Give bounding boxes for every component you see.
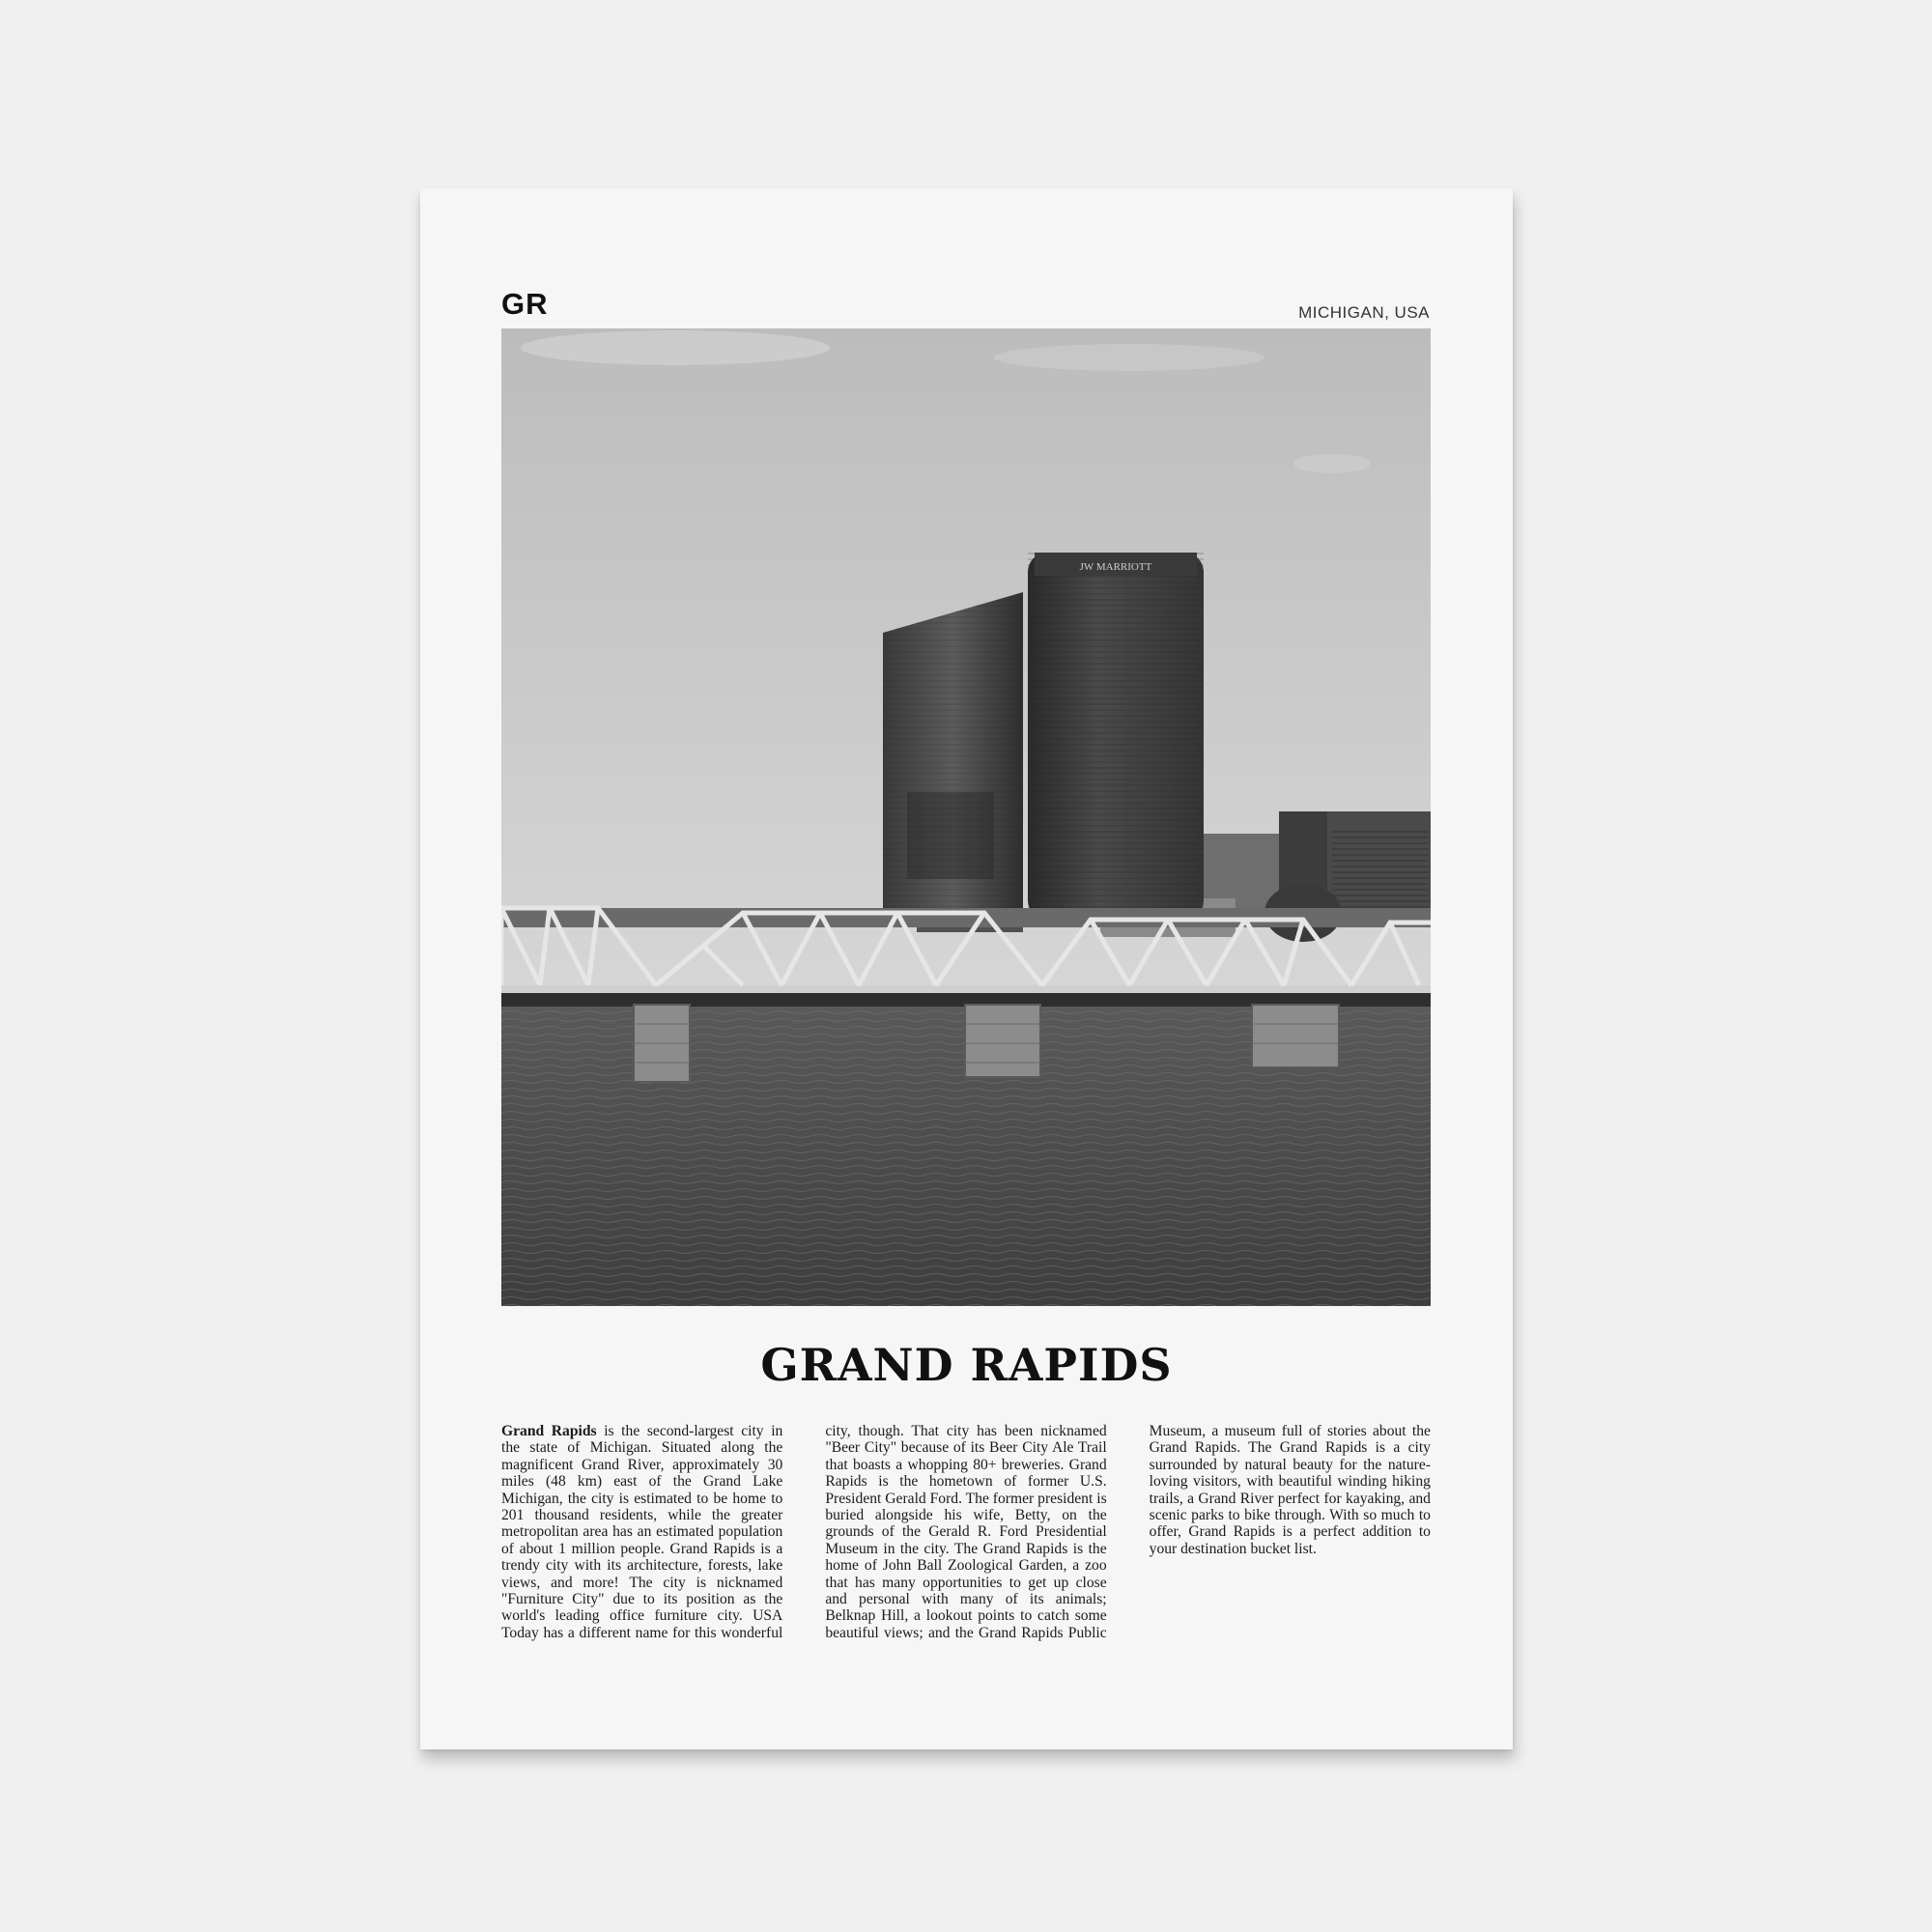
description-body: is the second-largest city in the state of Michigan. Situated along the magnificent Grand River, approximately 30 miles (48 km) east of the Grand Lake Michigan, the city is estimated to be home to 201 thousand residents, while the greater metropolitan area has an estimated population of about 1 million people. Grand Rapids is a trendy city with its architecture, forests, lake views, and more! The city is nicknamed "Furniture City" due to its position as the world's leading office furniture city. USA Today has a different name for this wonderful city, though. That city has been nicknamed "Beer City" because of its Beer City Ale Trail that boasts a whopping 80+ breweries. Grand Rapids is the hometown of former U.S. President Gerald Ford. The former president is buried alongside his wife, Betty, on the grounds of the Gerald R. Ford Presidential Museum in the city. The Grand Rapids is the home of John Ball Zoological Garden, a zoo that has many opportunities to get up close and personal with many of its animals; Belknap Hill, a lookout points to catch some beautiful views; and the Grand Rapids Public Museum, a museum full of stories about the Grand Rapids. The Grand Rapids is a city surrounded by natural beauty for the nature-loving visitors, with beautiful winding hiking trails, a Grand River perfect for kayaking, and scenic parks to bike through. With so much to offer, Grand Rapids is a perfect addition to your destination bucket list. <box>501 1423 1431 1641</box>
region-label: MICHIGAN, USA <box>1298 303 1430 322</box>
city-abbreviation: GR <box>501 287 549 321</box>
city-title: GRAND RAPIDS <box>760 1339 1173 1391</box>
hotel-sign: JW MARRIOTT <box>1079 561 1152 573</box>
description-lead: Grand Rapids <box>501 1423 597 1439</box>
city-photo <box>501 328 1431 1306</box>
city-description <box>501 1423 1431 1645</box>
skyline-bridge-illustration <box>501 328 1431 1306</box>
travel-poster <box>420 188 1513 1749</box>
